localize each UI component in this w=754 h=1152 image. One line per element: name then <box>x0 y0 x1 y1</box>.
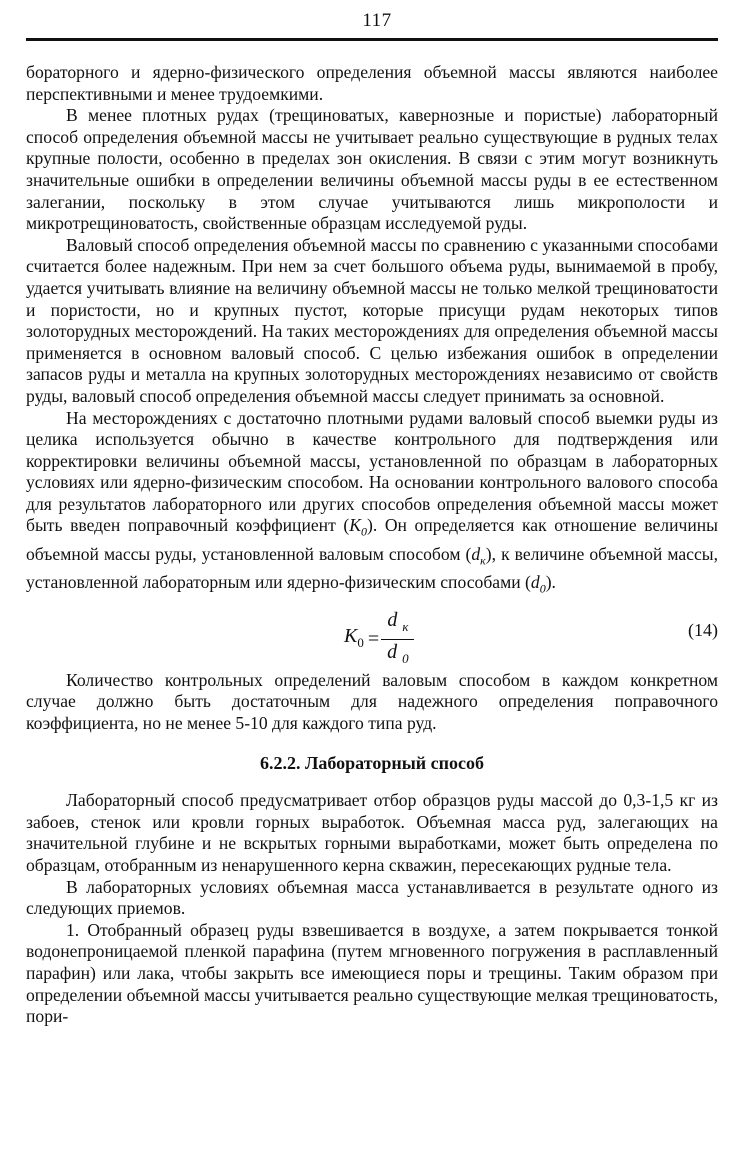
header-rule <box>26 38 718 41</box>
paragraph-continuation: бораторного и ядерно-физического определения объемной массы являются наиболее перспективными и менее трудоемкими. <box>26 62 718 104</box>
paragraph-lab-method: Лабораторный способ предусматривает отбор образцов руды массой до 0,3-1,5 кг из забоев, стенок или кровли горных выработок. Объемная масса руд, залегающих на значительной глубине и не вскрытых горными выработками, может быть определена по образцам, отобранным из ненарушенного керна скважин, пересекающих рудные тела. <box>26 790 718 875</box>
symbol-k0: $K_0$ <box>349 515 367 539</box>
formula-numerator: d $_к$ <box>381 610 414 641</box>
formula-denominator: d $_0$ <box>387 641 409 667</box>
page-body <box>26 62 718 1028</box>
formula-14 <box>26 604 718 666</box>
formula-expression <box>344 610 415 670</box>
paragraph-step-1: 1. Отобранный образец руды взвешивается в воздухе, а затем покрывается тонкой водонепроницаемой пленкой парафина (путем мгновенного погружения в расплавленный парафин) или лака, чтобы закрыть все имеющиеся поры и трещины. Таким образом при определении объемной массы учитывается реально существующие мелкая трещиноватость, пори- <box>26 919 718 1027</box>
formula-fraction <box>381 610 415 670</box>
paragraph-dense-ores: В менее плотных рудах (трещиноватых, кавернозные и пористые) лабораторный способ определения объемной массы не учитывает реально существующие в рудных телах крупные полости, особенно в пределах зон окисления. В связи с этим могут возникнуть значительные ошибки в определении величины объемной массы руды в ее естественном залегании, поскольку в этом случае учитываются лишь микрополости и микротрещиноватость, свойственные образцам исследуемой руды. <box>26 105 718 234</box>
paragraph-lab-conditions: В лабораторных условиях объемная масса устанавливается в результате одного из следующих приемов. <box>26 876 718 919</box>
page-number: 117 <box>362 10 392 31</box>
formula-lhs: $K_0$ <box>344 625 364 651</box>
equation-number: (14) <box>688 619 718 640</box>
formula-equals: = <box>367 628 380 651</box>
symbol-dk: $d_к$ <box>471 543 486 568</box>
symbol-d0: $d_0$ <box>530 571 546 596</box>
paragraph-control-count: Количество контрольных определений валовым способом в каждом конкретном случае должно быть достаточным для надежного определения поправочного коэффициента, но не менее 5-10 для каждого типа руд. <box>26 669 718 733</box>
section-heading: 6.2.2. Лабораторный способ <box>260 752 484 773</box>
paragraph-correction-coefficient: На месторождениях с достаточно плотными рудами валовый способ выемки руды из целика используется обычно в качестве контрольного для подтверждения или корректировки величины объемной массы, установленной по образцам в лабораторных условиях или ядерно-физическим способом. На основании контрольного валового способа для результатов лабораторного или других способов определения объемной массы может быть введен поправочный коэффициент $(K_0)$. Он определяется как отношение величины объемной массы руды, установленной валовым способом $(d_к)$, к величине объемной массы, установленной лабораторным или ядерно-физическим способами $(d_0)$. <box>26 407 719 596</box>
paragraph-bulk-method: Валовый способ определения объемной массы по сравнению с указанными способами считается более надежным. При нем за счет большого объема руды, вынимаемой в пробу, удается учитывать влияние на величину объемной массы не только мелкой трещиноватости и пористости, но и крупных пустот, которые присущи рудам некоторых типов золоторудных месторождений. На таких месторождениях для определения объемной массы применяется в основном валовый способ. С целью избежания ошибок в определении запасов руды и металла на крупных золоторудных месторождениях независимо от свойств руды, валовый способ определения объемной массы следует принимать за основной. <box>26 234 718 406</box>
